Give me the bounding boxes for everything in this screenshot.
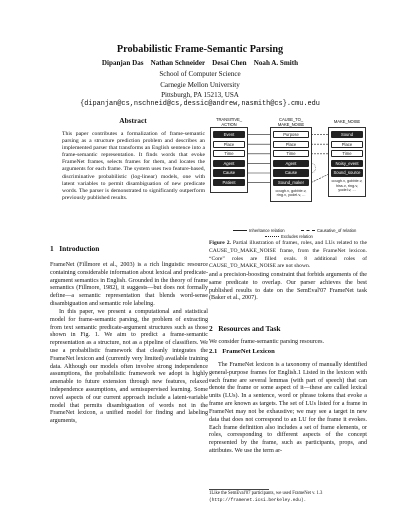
frame-1-role-2: Time xyxy=(273,150,309,157)
frame-1-role-0: Purpose xyxy=(273,131,309,138)
introduction-paragraph-1: FrameNet (Fillmore et al., 2003) is a rich linguistic resource containing considerable information about lexical and predicate-argument semantics in English. Grounded in the theory of frame semantics (Fillmore, 1982), it suggests—but does not formally define—a semantic representation that blends word-sense disambiguation and semantic role labeling. xyxy=(50,262,208,308)
footnote-divider xyxy=(209,489,269,490)
footnote-url: (http://framenet.icsi.berkeley.edu). xyxy=(209,497,307,503)
figure-caption xyxy=(209,240,367,271)
frame-name-0: TRANSITIVE_ ACTION xyxy=(216,117,242,127)
abstract-heading: Abstract xyxy=(119,116,147,125)
legend-inheritance: Inheritance relation xyxy=(233,228,285,233)
frame-1-role-1: Place xyxy=(273,141,309,148)
footnote-text: 1Like the SemEval'07 participants, we used FrameNet v. 1.3 xyxy=(209,491,323,496)
frame-1-role-5: Sound_maker xyxy=(273,179,309,186)
frame-2-role-0: Sound xyxy=(331,131,363,138)
legend-causative: Causative_of relation xyxy=(301,228,356,233)
affiliation-address: Pittsburgh, PA 15213, USA xyxy=(161,91,239,99)
author-emails: {dipanjan@cs,nschneid@cs,dessic@andrew,nasmith@cs}.cmu.edu xyxy=(80,100,320,108)
figure-caption-text: Partial illustration of frames, roles, and LUs related to the CAUSE_TO_MAKE_NOISE frame, from the FrameNet lexicon. “Core” roles are filled ovals. 8 additional roles of CAUSE_TO_MAKE_NOISE are not shown. xyxy=(209,240,368,270)
frame-1-lexical-units: cough.v, gobble.v, ring.v, yodel.v, ... xyxy=(275,187,307,198)
footnote-1 xyxy=(209,491,367,504)
frame-2-role-1: Place xyxy=(331,141,363,148)
frame-0-role-4: Cause xyxy=(213,169,245,176)
framenet-lexicon-paragraph: The FrameNet lexicon is a taxonomy of manually identified general-purpose frames for English.1 Listed in the lexicon with each frame are several lemmas (with part of speech) that can denote the frame or some aspect of it—these are called lexical units (LUs). In a sentence, word or phrase tokens that evoke a frame are known as targets. The set of LUs listed for a frame in FrameNet may not be exhaustive; we may see a target in new data that does not correspond to an LU for the frame it evokes. Each frame definition also includes a set of frame elements, or roles, corresponding to different aspects of the concept represented by the frame, such as participants, props, and attributes. We use the term ar- xyxy=(209,362,367,454)
figure-frame-diagram xyxy=(209,117,367,239)
figure-caption-label: Figure 2. xyxy=(209,240,231,246)
section-resources-heading: 2 Resources and Task xyxy=(209,324,281,333)
frame-2-role-2: Time xyxy=(331,150,363,157)
author-list: Dipanjan Das Nathan Schneider Desai Chen Noah A. Smith xyxy=(101,59,299,67)
frame-0-role-2: Time xyxy=(213,150,245,157)
frame-0-role-5: Patient xyxy=(213,179,245,186)
frame-1-role-4: Cause xyxy=(273,169,309,176)
introduction-paragraph-2: In this paper, we present a computational and statistical model for frame-semantic parsing, the problem of extracting from text semantic predicate-argument structures such as those shown in Fig. 1. We aim to predict a frame-semantic representation as a structure, not as a pipeline of classifiers. We use a probabilistic framework that cleanly integrates the FrameNet lexicon and (currently very limited) available training data. Although our models often involve strong independence assumptions, the probabilistic framework we adopt is highly amenable to future extension through new features, relaxed independence assumptions, and semisupervised learning. Some novel aspects of our current approach include a latent-variable model that permits disambiguation of words not in the FrameNet lexicon, a unified model for finding and labeling arguments, xyxy=(50,308,208,425)
frame-0-role-0: Event xyxy=(213,131,245,138)
frame-name-2: MAKE_NOISE xyxy=(333,119,361,124)
subsection-framenet-lexicon-heading: 2.1 FrameNet Lexicon xyxy=(209,348,275,355)
introduction-continuation: and a precision-boosting constraint that forbids arguments of the same predicate to overlap. Our parser achieves the best published results to date on the SemEval'07 FrameNet task (Baker et al., 2007). xyxy=(209,272,367,302)
frame-1-role-3: Agent xyxy=(273,160,309,167)
affiliation-university: Carnegie Mellon University xyxy=(160,80,240,89)
resources-intro: We consider frame-semantic parsing resources. xyxy=(209,339,325,345)
abstract-text: This paper contributes a formalization of frame-semantic parsing as a structure prediction problem and describes an implemented parser that transforms an English sentence into a frame-semantic representation. It finds words that evoke FrameNet frames, selects frames for them, and locates the arguments for each frame. The system uses two feature-based, discriminative probabilistic (log-linear) models, one with latent variables to permit disambiguation of new predicate words. The parser is demonstrated to significantly outperform previously published results. xyxy=(62,131,205,201)
introduction-body xyxy=(50,262,208,426)
affiliation-school: School of Computer Science xyxy=(159,70,241,78)
frame-2-lexical-units: cough.v, gobble.v, hiss.v, ring.v, yodel.v, ... xyxy=(331,178,363,193)
frame-2-role-4: Sound_source xyxy=(331,169,363,176)
frame-0-role-1: Place xyxy=(213,141,245,148)
frame-2-role-3: Noisy_event xyxy=(331,160,363,167)
frame-0-role-3: Agent xyxy=(213,160,245,167)
legend-excludes: Excludes relation xyxy=(265,234,313,239)
paper-title: Probabilistic Frame-Semantic Parsing xyxy=(116,44,284,55)
frame-name-1: CAUSE_TO_ MAKE_NOISE xyxy=(277,117,305,127)
section-introduction-heading: 1 Introduction xyxy=(50,244,100,253)
framenet-lexicon-body xyxy=(209,362,367,456)
